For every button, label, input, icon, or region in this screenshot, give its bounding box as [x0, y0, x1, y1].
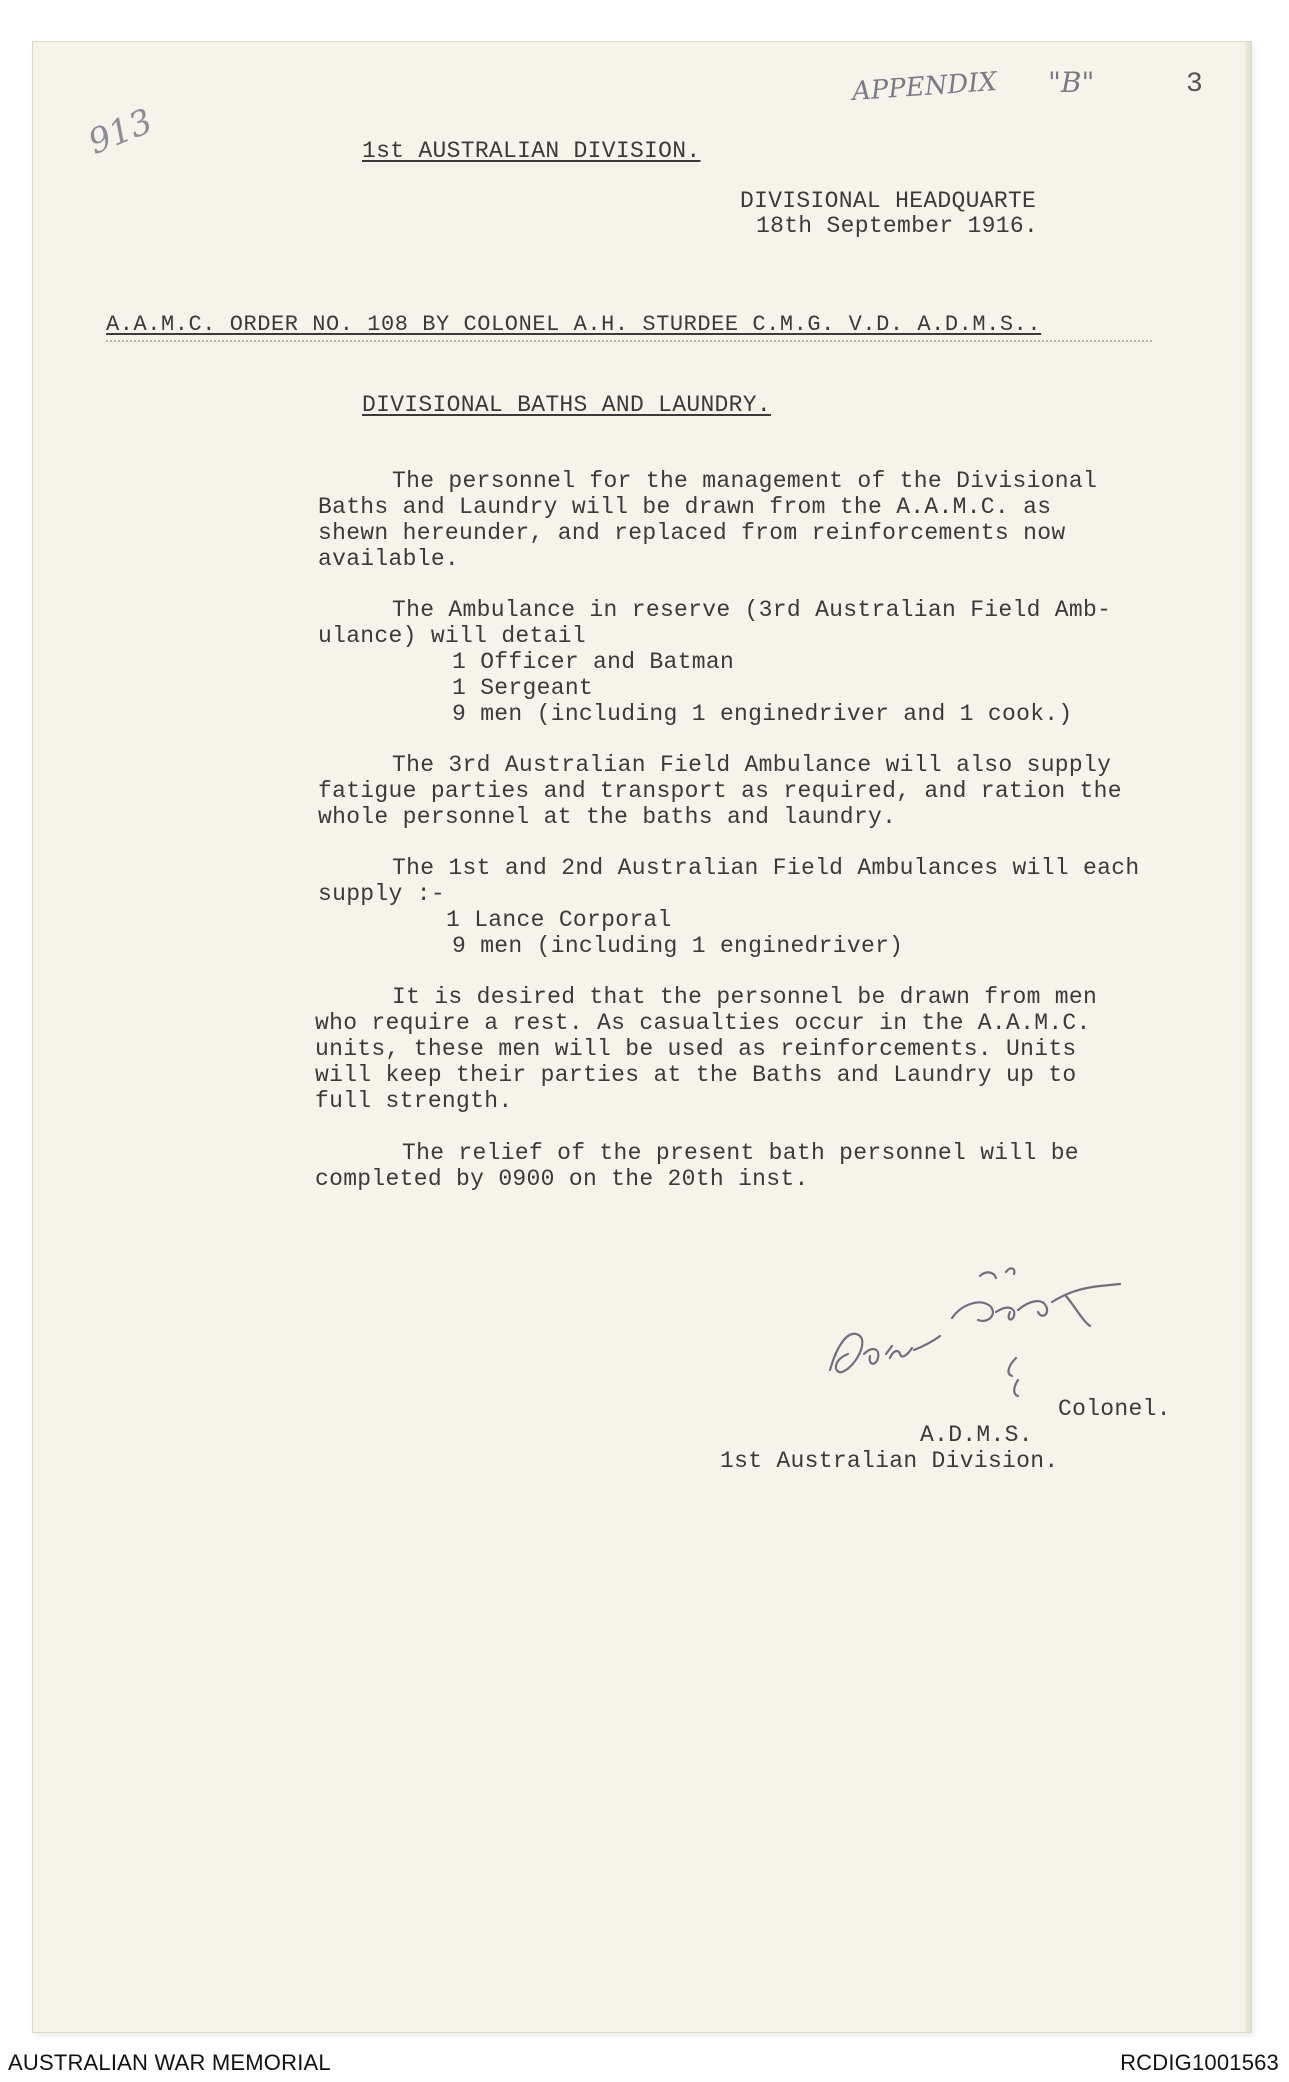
- text-line: The relief of the present bath personnel will be: [402, 1140, 1079, 1166]
- location-line: DIVISIONAL HEADQUARTE: [740, 188, 1037, 214]
- text-line: fatigue parties and transport as required, and ration the: [318, 778, 1122, 804]
- signature-unit: 1st Australian Division.: [720, 1448, 1059, 1474]
- text-line: whole personnel at the baths and laundry.: [318, 804, 897, 830]
- order-title: A.A.M.C. ORDER NO. 108 BY COLONEL A.H. STURDEE C.M.G. V.D. A.D.M.S..: [106, 312, 1042, 337]
- text-line: available.: [318, 546, 460, 572]
- archive-footer-left: AUSTRALIAN WAR MEMORIAL: [8, 2050, 331, 2075]
- list-item: 9 men (including 1 enginedriver and 1 cook.): [452, 701, 1073, 727]
- text-line: supply :-: [318, 881, 445, 907]
- list-item: 1 Sergeant: [452, 675, 594, 701]
- archive-footer-right: RCDIG1001563: [1120, 2050, 1279, 2075]
- subject-heading: DIVISIONAL BATHS AND LAUNDRY.: [362, 392, 771, 418]
- list-item: 9 men (including 1 enginedriver): [452, 933, 904, 959]
- date-line: 18th September 1916.: [756, 213, 1039, 239]
- text-line: will keep their parties at the Baths and Laundry up to: [315, 1062, 1077, 1088]
- division-heading: 1st AUSTRALIAN DIVISION.: [362, 138, 701, 164]
- list-item: 1 Officer and Batman: [452, 649, 735, 675]
- list-item: 1 Lance Corporal: [446, 907, 672, 933]
- text-line: shewn hereunder, and replaced from reinforcements now: [318, 520, 1066, 546]
- handwritten-signature: [820, 1262, 1180, 1412]
- text-line: The personnel for the management of the Divisional: [392, 468, 1098, 494]
- text-line: The 1st and 2nd Australian Field Ambulances will each: [392, 855, 1140, 881]
- text-line: full strength.: [315, 1088, 513, 1114]
- text-line: The 3rd Australian Field Ambulance will also supply: [392, 752, 1112, 778]
- text-line: completed by 0900 on the 20th inst.: [315, 1166, 809, 1192]
- text-line: The Ambulance in reserve (3rd Australian Field Amb-: [392, 597, 1112, 623]
- title-rule: [106, 340, 1152, 346]
- text-line: who require a rest. As casualties occur in the A.A.M.C.: [315, 1010, 1091, 1036]
- signature-appointment: A.D.M.S.: [920, 1422, 1033, 1448]
- text-line: Baths and Laundry will be drawn from the A.A.M.C. as: [318, 494, 1052, 520]
- page-number: 3: [1186, 69, 1204, 100]
- text-line: ulance) will detail: [318, 623, 586, 649]
- appendix-letter-annotation: "B": [1048, 66, 1095, 99]
- text-line: It is desired that the personnel be drawn from men: [392, 984, 1098, 1010]
- ref-number-annotation: 913: [82, 101, 159, 163]
- text-line: units, these men will be used as reinforcements. Units: [315, 1036, 1077, 1062]
- appendix-annotation: APPENDIX: [851, 66, 998, 108]
- signature-rank: Colonel.: [1058, 1396, 1171, 1422]
